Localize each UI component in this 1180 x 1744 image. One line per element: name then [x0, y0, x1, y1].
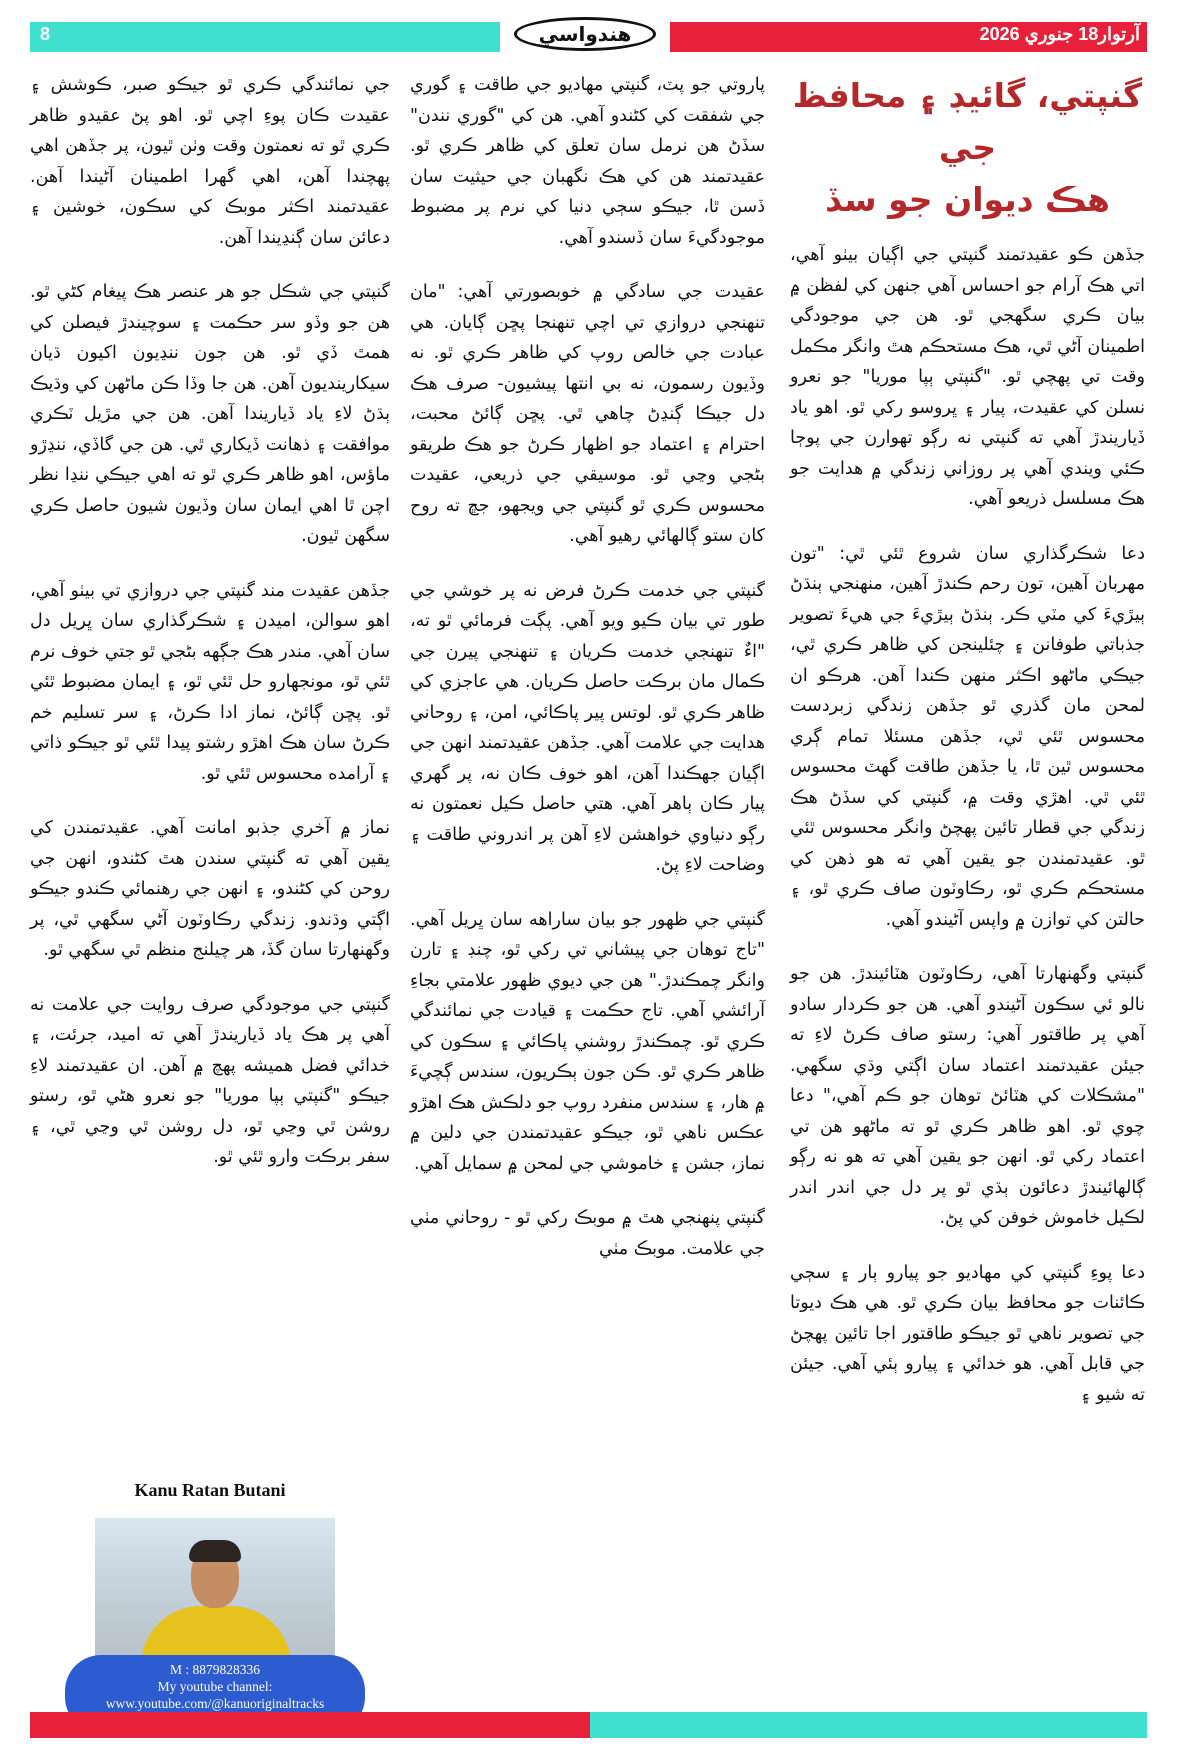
footer-red-bar: [30, 1712, 590, 1738]
article-column-middle: [410, 70, 765, 1288]
author-shirt: [141, 1606, 291, 1658]
paragraph: نماز ۾ آخري جذبو امانت آهي. عقيدتمندن کي يقين آهي ته گنپتي سندن هٿ کڻندو، انهن جي روحن کي کڻندو، ۽ انهن جي رهنمائي ڪندو جيڪو اڳتي وڌندو. زندگي رڪاوٽون آڻي سگهي ٿي، پر وگهنهارتا سان گڏ، هر چيلنج منظم ٿي سگهي ٿو.: [30, 818, 390, 960]
paragraph: گنپتي جي موجودگي صرف روايت جي علامت نه آهي پر هڪ ياد ڏياريندڙ آهي ته اميد، جرئت، ۽ خدائي فضل هميشه پهچ ۾ آهن. ان عقيدتمند لاءِ جيڪو "گنپتي ٻپا موريا" جو نعرو هڻي ٿو، رستو روشن ٿي وڃي ٿو، دل روشن ٿي وڃي ٿي، ۽ سفر برڪت وارو ٿئي ٿو.: [30, 994, 390, 1167]
header-cyan-bar: [30, 22, 500, 52]
paragraph: عقيدت جي سادگي ۾ خوبصورتي آهي: "مان تنهنجي دروازي تي اچي تنهنجا پڇن ڳايان. هي عبادت جي خالص روپ کي ظاهر ڪري ٿو. نه وڏيون رسمون، نه بي انتها پيشيون- صرف هڪ دل جيڪا ڳنڍڻ چاهي ٿي. پڇن ڳائڻ محبت، احترام ۽ اعتماد جو اظهار ڪرڻ جو هڪ طريقو بڻجي وڃي ٿو. موسيقي جي ذريعي، عقيدت محسوس ڪري ٿو گنپتي جي ويجهو، جڇ ته روح کان ستو ڳالهائي رهيو آهي.: [410, 282, 765, 546]
footer-cyan-bar: [590, 1712, 1147, 1738]
issue-date: آرتوار18 جنوري 2026: [979, 24, 1140, 44]
author-mobile: M : 8879828336: [169, 1662, 260, 1677]
page-number: 8: [40, 24, 51, 44]
headline-line-2: هڪ ديوان جو سڏ: [825, 180, 1110, 219]
paragraph: جڏهن ڪو عقيدتمند گنپتي جي اڳيان بيٺو آهي، اتي هڪ آرام جو احساس آهي جنهن کي لفظن ۾ بيان ڪري سگهجي ٿو. هن جي موجودگي اطمينان آڻي ٿي، هڪ مستحڪم هٿ وانگر مڪمل وقت تي پهچي ٿو. "گنپتي ٻپا موريا" جو نعرو نسلن کي عقيدت، پيار ۽ ڀروسو رکي ٿو. اهو ياد ڏياريندڙ آهي ته گنپتي نه رڳو تهوارن جي پوڄا ڪئي ويندي آهي پر روزاني زندگي ۾ هدايت جو هڪ مسلسل ذريعو آهي.: [790, 245, 1145, 509]
author-channel-link[interactable]: www.youtube.com/@kanuoriginaltracks: [105, 1696, 325, 1711]
headline-line-1: گنپتي، گائيڊ ۽ محافظ جي: [792, 76, 1143, 167]
paragraph: گنپتي پنهنجي هٿ ۾ موبڪ رکي ٿو - روحاني مٺي جي علامت. موبڪ مٺي: [410, 1208, 765, 1259]
masthead-logo: [500, 14, 670, 54]
paragraph: دعا پوءِ گنپتي کي مهاديو جو پيارو ٻار ۽ سڄي ڪائنات جو محافظ بيان ڪري ٿو. هي هڪ ديوتا جي تصوير ناهي ٿو جيڪو طاقتور اجا تائين پهچڻ جي قابل آهي. هو خدائي ۽ پيارو ٻئي آهي. جيئن ته شيو ۽: [790, 1262, 1145, 1405]
masthead-logo-text: هندواسي: [514, 17, 657, 51]
paragraph: جي نمائندگي ڪري ٿو جيڪو صبر، ڪوشش ۽ عقيدت ڪان پوءِ اچي ٿو. اهو پڻ عقيدو ظاهر ڪري ٿو ته نعمتون وقت وٺن ٿيون، پر جڏهن اهي پهچندا آهن، اهي گهرا اطمينان آڻيندا آهن. عقيدتمند اڪثر موبڪ کي سڪون، خوشين ۽ دعائن سان ڳنڍيندا آهن.: [30, 75, 390, 248]
paragraph: گنپتي جي خدمت ڪرڻ فرض نه پر خوشي جي طور تي بيان ڪيو ويو آهي. پڳت فرمائي ٿو ته، "اءٌ تنهنجي خدمت ڪريان ۽ تنهنجي پيرن جي ڪمال مان برڪت حاصل ڪريان. هي عاجزي کي ظاهر ڪري ٿو. لوتس پير پاڪائي، امن، ۽ روحاني هدايت جي علامت آهي. جڏهن عقيدتمند انهن جي اڳيان جهڪندا آهن، اهو خوف ڪان نه، پر گهري پيار ڪان ٻاهر آهي. هتي حاصل ڪيل نعمتون نه رڳو دنياوي خواهشن لاءِ آهن پر اندروني طاقت ۽ وضاحت لاءِ پڻ.: [410, 580, 765, 875]
paragraph: پاروتي جو پٽ، گنپتي مهاديو جي طاقت ۽ گوري جي شفقت کي کڻندو آهي. هن کي "گوري نندن" سڏڻ هن نرمل سان تعلق کي ظاهر ڪري ٿو. عقيدتمند هن کي هڪ نگهبان جي حيثيت سان ڏسن ٿا، جيڪو سڄي دنيا کي نرم پر مضبوط موجودگيءَ سان ڏسندو آهي.: [410, 75, 765, 248]
author-name: Kanu Ratan Butani: [134, 1480, 286, 1500]
author-photo: [95, 1518, 335, 1658]
author-hair: [189, 1540, 241, 1562]
author-channel-label: My youtube channel:: [157, 1679, 273, 1694]
paragraph: گنپتي جي شڪل جو هر عنصر هڪ پيغام کڻي ٿو. هن جو وڏو سر حڪمت ۽ سوچيندڙ فيصلن کي همٿ ڏي ٿو. هن جون ننڍيون اکيون ڌيان سيکارينديون آهن. هن جا وڏا ڪن ماڻهن کي وڌيڪ ٻڌڻ لاءِ ياد ڏياريندا آهن. هن جي مڙيل ٽڪري موافقت ۽ ذهانت ڏيکاري ٿي. هن جي گاڏي، ننڍڙو ماؤس، اهو ظاهر ڪري ٿو ته اهي جيڪي ننڍا نظر اچن ٿا اهي ايمان سان وڏيون شيون حاصل ڪري سگهن ٿيون.: [30, 282, 390, 546]
article-column-right: [790, 70, 1145, 1434]
paragraph: دعا شڪرگذاري سان شروع ٿئي ٿي: "تون مهربان آهين، تون رحم ڪندڙ آهين، منهنجي ٻنڌڻ ٻيڙيءَ کي مٽي ڪر. ٻنڌڻ ٻيڙيءَ جي هيءَ تصوير جذباتي طوفانن ۽ چئلينجن کي ظاهر ڪري ٿي، جيڪي ماڻهو اڪثر منهن ڪندا آهن. هرڪو ان لمحن مان گذري ٿو جڏهن زندگي زبردست محسوس ٿئي ٿي، جڏهن مسئلا تمام ڳري محسوس ٿين ٿا، يا جڏهن طاقت گهٽ محسوس ٿئي ٿي. اهڙي وقت ۾، گنپتي کي سڏڻ هڪ زندگي جي قطار تائين پهچڻ وانگر محسوس ٿئي ٿو. عقيدتمندن جو يقين آهي ته هو ذهن کي مستحڪم ڪري ٿو، رڪاوٽون صاف ڪري ٿو، ۽ حالتن کي توازن ۾ واپس آڻيندو آهي.: [790, 543, 1145, 930]
article-headline: [790, 70, 1145, 226]
paragraph: جڏهن عقيدت مند گنپتي جي دروازي تي بيٺو آهي، اهو سوالن، اميدن ۽ شڪرگذاري سان ڀريل دل سان آهي. مندر هڪ جڳهه بڻجي ٿو جتي خوف نرم ٿئي ٿو، مونجهارو حل ٿئي ٿو، ۽ ايمان مضبوط ٿئي ٿو. پڇن ڳائڻ، نماز ادا ڪرڻ، ۽ سر تسليم خم ڪرڻ سان هڪ اهڙو رشتو پيدا ٿئي ٿو جيڪو ذاتي ۽ آرامده محسوس ٿئي ٿو.: [30, 580, 390, 784]
paragraph: گنپتي وگهنهارتا آهي، رڪاوٽون هٽائيندڙ. هن جو نالو ئي سڪون آڻيندو آهي. هن جو ڪردار سادو آهي پر طاقتور آهي: رستو صاف ڪرڻ لاءِ ته جيئن عقيدتمند اعتماد سان اڳتي وڌي سگهي. "مشڪلات کي هٽائڻ توهان جو ڪم آهي،" دعا چوي ٿو. اهو ظاهر ڪري ٿو ته ماڻهو هن تي اعتماد رکي ٿو. انهن جو يقين آهي ته هو نه رڳو ڳالهائيندڙ دعائون ٻڌي ٿو پر دل جي اندر اندر لڪيل خاموش خوفن کي پڻ.: [790, 964, 1145, 1228]
article-column-left: [30, 70, 390, 1197]
paragraph: گنپتي جي ظهور جو بيان ساراهه سان ڀريل آهي. "تاج توهان جي پيشاني تي رکي ٿو، چنڊ ۽ تارن وانگر چمڪندڙ." هن جي ديوي ظهور علامتي بجاءِ آرائشي آهي. تاج حڪمت ۽ قيادت جي نمائندگي ڪري ٿو. چمڪندڙ روشني پاڪائي ۽ سڪون کي ظاهر ڪري ٿو. ڪن جون ٻڪريون، سندس ڳچيءَ ۾ هار، ۽ سندس منفرد روپ جو دلڪش هڪ اهڙو عڪس ناهي ٿو، جيڪو عقيدتمندن جي دلين ۾ نماز، جشن ۽ خاموشي جي لمحن ۾ سمايل آهي.: [410, 909, 765, 1174]
